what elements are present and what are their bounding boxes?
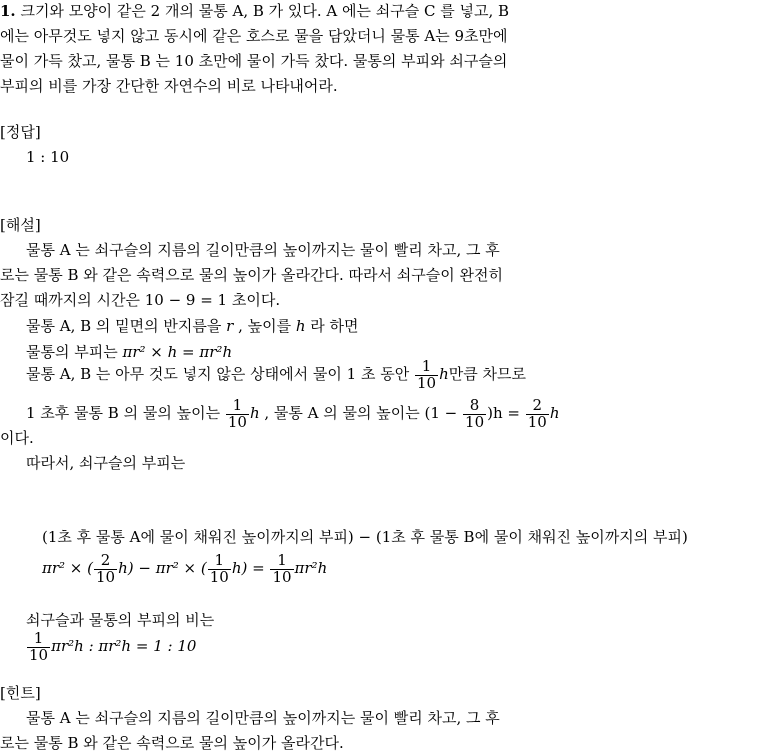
fraction-one-tenth [270, 550, 293, 586]
fraction-one-tenth [208, 550, 231, 586]
hint-label: [힌트] [0, 684, 41, 702]
numerator: 1 [270, 553, 293, 570]
text: , 높이를 [233, 317, 296, 335]
numerator: 1 [415, 359, 438, 376]
denominator: 10 [209, 567, 229, 586]
denominator: 10 [227, 412, 247, 431]
text: πr² × ( [42, 559, 93, 577]
solution-line-7 [26, 396, 560, 430]
solution-line-4 [26, 315, 359, 337]
fraction-one-tenth [27, 628, 50, 664]
text: 만큼 차므로 [448, 365, 526, 383]
hint-line-1: 물통 A 는 쇠구슬의 지름의 길이만큼의 높이까지는 물이 빨리 차고, 그 후 [26, 709, 500, 727]
text: h) = [231, 559, 270, 577]
denominator: 10 [465, 412, 485, 431]
text: πr²h [294, 559, 328, 577]
fraction-two-tenths [526, 395, 549, 431]
var-h: h [439, 365, 449, 383]
volume-expression: πr² × h = πr²h [122, 343, 233, 361]
fraction-two-tenths [94, 550, 117, 586]
problem-line-3: 물이 가득 찼고, 물통 B 는 10 초만에 물이 가득 찼다. 물통의 부피와 쇠구슬의 [0, 52, 508, 70]
text: , 물통 A 의 물의 높이는 (1 − [259, 404, 463, 422]
problem-line-1 [0, 0, 509, 22]
ratio-label: 쇠구슬과 물통의 부피의 비는 [26, 611, 215, 629]
denominator: 10 [527, 412, 547, 431]
ratio-expression [26, 626, 196, 666]
denominator: 10 [416, 373, 437, 392]
solution-line-1: 물통 A 는 쇠구슬의 지름의 길이만큼의 높이까지는 물이 빨리 차고, 그 후 [26, 241, 500, 259]
solution-line-2: 로는 물통 B 와 같은 속력으로 물의 높이가 올라간다. 따라서 쇠구슬이 완전히 [0, 266, 503, 284]
formula-words: (1초 후 물통 A에 물이 채워진 높이까지의 부피) − (1초 후 물통 B에 물이 채워진 높이까지의 부피) [42, 528, 688, 546]
hint-line-2: 로는 물통 B 와 같은 속력으로 물의 높이가 올라간다. [0, 734, 344, 752]
problem-number: 1. [0, 2, 16, 20]
text: πr²h : πr²h = 1 : 10 [51, 637, 197, 655]
problem-text-1: 크기와 모양이 같은 2 개의 물통 A, B 가 있다. A 에는 쇠구슬 C 를 넣고, B [20, 2, 510, 20]
numerator: 8 [463, 398, 486, 415]
solution-line-8: 이다. [0, 429, 34, 447]
text: 물통의 부피는 [26, 343, 123, 361]
text: 물통 A, B 의 밑면의 반지름을 [26, 317, 227, 335]
numerator: 2 [94, 553, 117, 570]
problem-line-4: 부피의 비를 가장 간단한 자연수의 비로 나타내어라. [0, 77, 338, 95]
solution-line-6 [26, 357, 526, 391]
denominator: 10 [96, 567, 116, 586]
numerator: 1 [208, 553, 231, 570]
text: 물통 A, B 는 아무 것도 넣지 않은 상태에서 물이 1 초 동안 [26, 365, 414, 383]
numerator: 1 [226, 398, 249, 415]
denominator: 10 [29, 645, 49, 664]
var-r: r [226, 317, 234, 335]
denominator: 10 [272, 567, 292, 586]
var-h: h [549, 404, 560, 422]
problem-line-2: 에는 아무것도 넣지 않고 동시에 같은 호스로 물을 담았더니 물통 A는 9초만에 [0, 27, 508, 45]
var-h: h [295, 317, 306, 335]
answer-value: 1 : 10 [26, 148, 70, 166]
solution-line-3: 잠길 때까지의 시간은 10 − 9 = 1 초이다. [0, 291, 281, 309]
solution-label: [해설] [0, 216, 41, 234]
fraction-one-tenth [226, 395, 249, 431]
text: 1 초후 물통 B 의 물의 높이는 [26, 404, 225, 422]
text: h) − πr² × ( [118, 559, 207, 577]
answer-label: [정답] [0, 123, 41, 141]
text: )h = [487, 404, 525, 422]
fraction-eight-tenths [463, 395, 486, 431]
solution-line-9: 따라서, 쇠구슬의 부피는 [26, 454, 186, 472]
numerator: 2 [526, 398, 549, 415]
formula-expression [42, 548, 327, 588]
numerator: 1 [27, 631, 50, 648]
var-h: h [249, 404, 260, 422]
fraction-one-tenth [415, 356, 438, 392]
text: 라 하면 [305, 317, 359, 335]
